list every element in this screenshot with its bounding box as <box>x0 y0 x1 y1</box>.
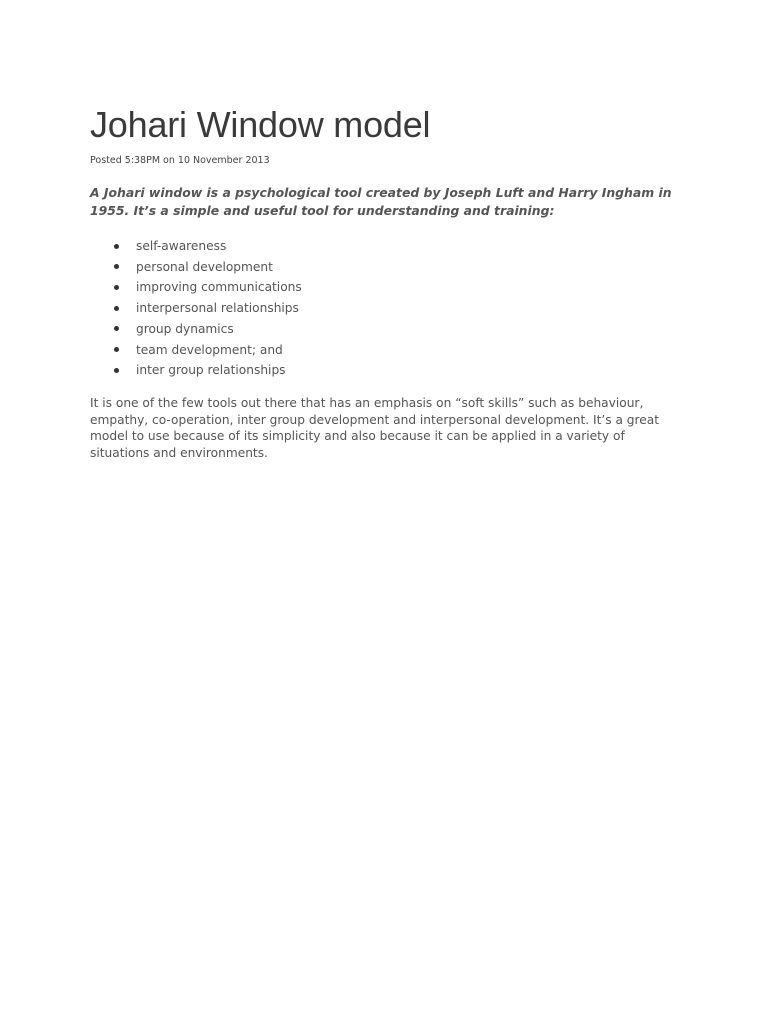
list-item-text: group dynamics <box>136 321 234 336</box>
list-item <box>90 236 302 257</box>
list-item <box>90 298 302 319</box>
list-item-text: self-awareness <box>136 239 227 253</box>
list-item-text: inter group relationships <box>136 363 286 378</box>
list-item-text: team development; and <box>136 342 283 357</box>
bullet-icon <box>114 347 119 352</box>
list-item <box>90 257 302 278</box>
bullet-icon <box>114 285 119 290</box>
body-paragraph: It is one of the few tools out there that has an emphasis on “soft skills” such as behaviour, empathy, co-operation, inter group development and interpersonal development. It’s a great model to use because of its simplicity and also because it can be applied in a variety of situations and environments. <box>90 396 660 460</box>
list-item <box>90 360 302 381</box>
bullet-icon <box>114 264 119 269</box>
bullet-icon <box>114 306 119 311</box>
training-list <box>90 236 302 381</box>
list-item-text: improving communications <box>136 280 302 295</box>
bullet-icon <box>114 368 119 373</box>
intro-paragraph: A Johari window is a psychological tool created by Joseph Luft and Harry Ingham in 1955. It’s a simple and useful tool for understanding and training: <box>90 185 672 218</box>
list-item <box>90 319 302 340</box>
list-item <box>90 277 302 298</box>
list-item-text: personal development <box>136 259 273 274</box>
bullet-icon <box>114 244 119 249</box>
list-item-text: interpersonal relationships <box>136 301 299 316</box>
list-item <box>90 340 302 361</box>
bullet-icon <box>114 326 119 331</box>
page-title: Johari Window model <box>90 104 431 145</box>
post-date: Posted 5:38PM on 10 November 2013 <box>90 155 270 166</box>
